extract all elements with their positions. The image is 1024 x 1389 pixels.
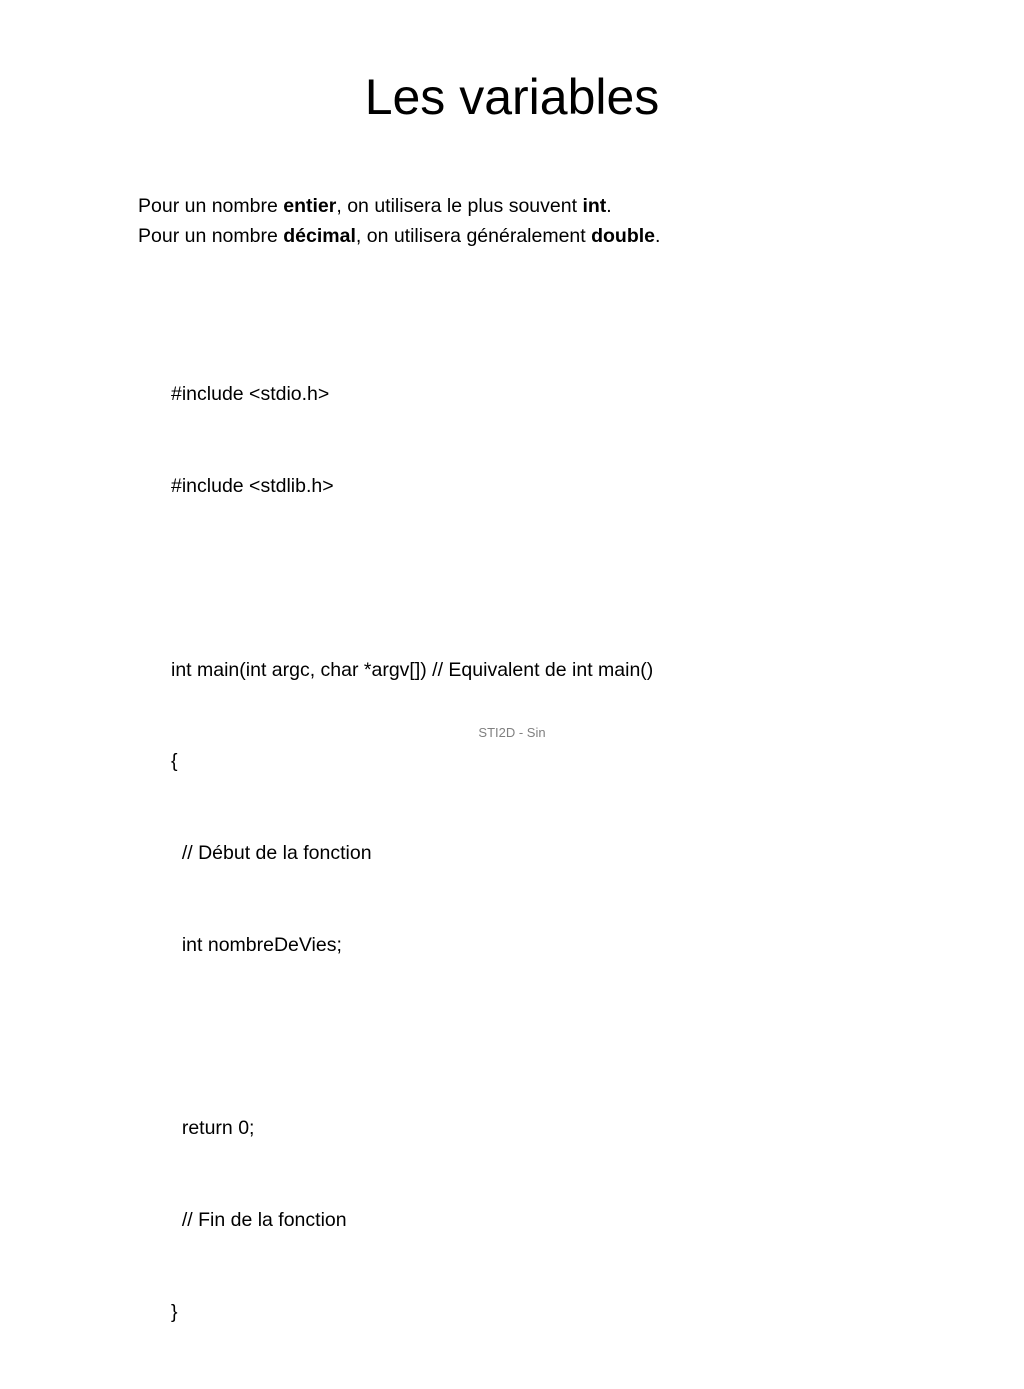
keyword-double: double [591, 225, 656, 247]
code-line: // Fin de la fonction [171, 1209, 347, 1232]
code-line: int nombreDeVies; [171, 933, 342, 956]
code-line: #include <stdio.h> [171, 383, 330, 406]
intro-line-entier [138, 191, 660, 221]
keyword-int: int [582, 195, 607, 217]
code-line: // Début de la fonction [171, 842, 372, 865]
code-line: return 0; [171, 1117, 255, 1140]
code-line [171, 563, 653, 594]
intro-line-1-prefix: Pour un nombre [138, 195, 284, 217]
intro-line-1-suffix: . [606, 195, 612, 217]
intro-line-2-middle: , on utilisera généralement [355, 225, 592, 247]
slide-footer: STI2D - Sin [478, 725, 546, 740]
slide-title: Les variables [364, 69, 660, 125]
keyword-decimal: décimal [283, 225, 356, 247]
intro-line-2-suffix: . [655, 225, 661, 247]
keyword-entier: entier [283, 195, 337, 217]
code-block [171, 318, 653, 1389]
intro-line-1-middle: , on utilisera le plus souvent [336, 195, 583, 217]
intro-text [138, 191, 660, 251]
code-line: int main(int argc, char *argv[]) // Equivalent de int main() [171, 658, 654, 681]
intro-line-2-prefix: Pour un nombre [138, 225, 284, 247]
code-line [171, 1022, 653, 1053]
code-line: #include <stdlib.h> [171, 474, 334, 497]
intro-line-decimal [138, 221, 660, 251]
code-line: } [171, 1301, 178, 1323]
code-line: { [171, 750, 178, 773]
